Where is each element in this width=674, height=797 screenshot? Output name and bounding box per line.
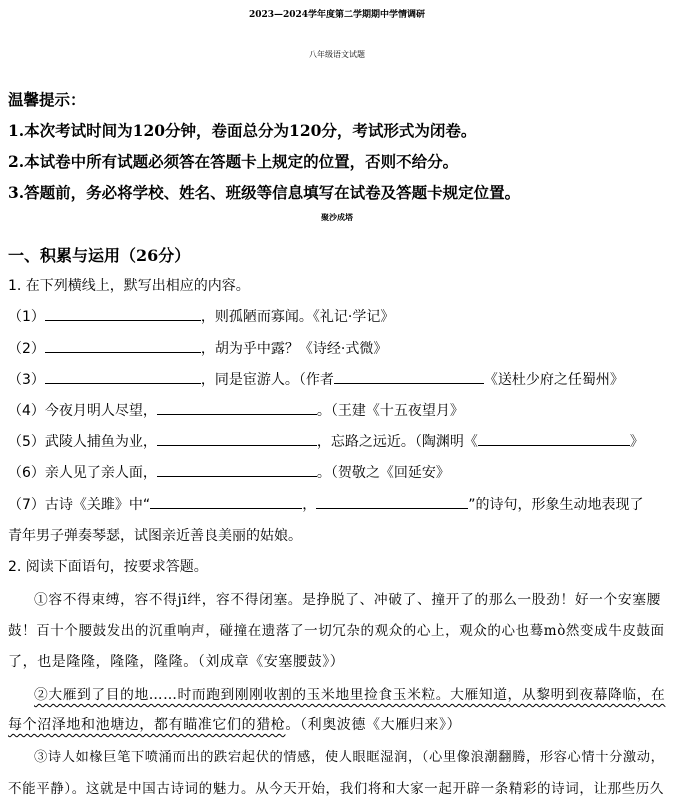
passage-2-line-1: ②大雁到了目的地……时而跑到刚刚收割的玉米地里捡食玉米粒。大雁知道，从黎明到夜幕降临，在 [34, 687, 666, 703]
answer-blank[interactable] [157, 431, 317, 446]
item-number: （5） [8, 434, 45, 450]
item-number: （3） [8, 372, 45, 388]
notice-heading: 温馨提示： [8, 90, 86, 109]
item-text: ， [302, 497, 317, 513]
passage-1-line-2: 鼓！百十个腰鼓发出的沉重响声，碰撞在遗落了一切冗杂的观众的心上，观众的心也蓦mò然变成牛皮鼓面 [8, 623, 665, 639]
passage-1-line-3: 了，也是隆隆，隆隆，隆隆。（刘成章《安塞腰鼓》） [8, 654, 345, 670]
notice-item-2: 2.本试卷中所有试题必须答在答题卡上规定的位置，否则不给分。 [8, 152, 459, 171]
item-number: （2） [8, 341, 45, 357]
passage-3-line-2 [8, 777, 664, 797]
q1-item-3 [8, 369, 624, 389]
item-text: 亲人见了亲人面， [44, 465, 157, 481]
notice-item-3: 3.答题前，务必将学校、姓名、班级等信息填写在试卷及答题卡规定位置。 [8, 183, 521, 202]
answer-blank[interactable] [157, 462, 317, 477]
q1-item-4 [8, 400, 464, 420]
q1-item-1 [8, 306, 394, 326]
exam-title: 2023—2024学年度第二学期期中学情调研 [248, 10, 426, 20]
q1-item-5 [8, 431, 644, 451]
q1-item-6 [8, 462, 450, 482]
item-text: 古诗《关雎》中“ [44, 497, 151, 513]
item-text: ，同是宦游人。（作者 [200, 372, 334, 388]
question-2-prompt: 2. 阅读下面语句，按要求答题。 [8, 559, 208, 575]
q1-item-7 [8, 494, 643, 514]
answer-blank[interactable] [316, 494, 468, 509]
item-number: （7） [8, 497, 45, 513]
item-number: （4） [8, 403, 45, 419]
item-text: ，忘路之远近。（陶渊明《 [316, 434, 478, 450]
passage-text: 不能平静）。这就是中国古诗词的魅力。 [8, 781, 256, 797]
question-1-prompt: 1. 在下列横线上，默写出相应的内容。 [8, 278, 250, 294]
wavy-underlined-text: 每个沼泽地和池塘边，都有瞄准它们的猎枪 [8, 717, 286, 733]
passage-1-line-1: ①容不得束缚，容不得jī绊，容不得闭塞。是挣脱了、冲破了、撞开了的那么一股劲！好一个安塞腰 [34, 592, 661, 608]
item-text: 今夜月明人尽望， [44, 403, 157, 419]
q1-item-2 [8, 338, 387, 358]
q1-item-7-continued: 青年男子弹奏琴瑟，试图亲近善良美丽的姑娘。 [8, 528, 302, 544]
answer-blank[interactable] [157, 400, 317, 415]
item-text: 武陵人捕鱼为业， [44, 434, 157, 450]
item-number: （6） [8, 465, 45, 481]
item-text: 《送杜少府之任蜀州》 [483, 372, 624, 388]
passage-3-line-1: ③诗人如椽巨笔下喷涌而出的跌宕起伏的情感，使人眼眶湿润，（心里像浪潮翻腾，形容心情十分激动， [34, 750, 665, 765]
answer-blank[interactable] [150, 494, 302, 509]
exam-subtitle: 八年级语文试题 [309, 50, 365, 59]
item-text: ，胡为乎中露？《诗经·式微》 [200, 341, 388, 357]
item-number: （1） [8, 309, 45, 325]
answer-blank[interactable] [45, 369, 201, 384]
answer-blank[interactable] [45, 338, 201, 353]
passage-2-line-2 [8, 714, 461, 734]
section-banner: 聚沙成塔 [321, 212, 353, 222]
answer-blank[interactable] [334, 369, 484, 384]
item-text: 。（贺敬之《回延安》 [316, 465, 450, 481]
item-text: ”的诗句，形象生动地表现了 [468, 497, 644, 513]
answer-blank[interactable] [478, 431, 630, 446]
notice-item-1: 1.本次考试时间为120分钟，卷面总分为120分，考试形式为闭卷。 [8, 121, 477, 140]
citation: 。（利奥波德《大雁归来》） [285, 717, 462, 733]
item-text: 。（王建《十五夜望月》 [316, 403, 464, 419]
item-text: ，则孤陋而寡闻。《礼记·学记》 [200, 309, 395, 325]
item-text: 》 [629, 434, 644, 450]
answer-blank[interactable] [45, 306, 201, 321]
underlined-sentence: 从今天开始，我们将和大家一起开辟一条精彩的诗词 [255, 781, 580, 797]
section-1-title: 一、积累与运用（26分） [8, 246, 191, 265]
passage-text: ，让那些历久 [579, 781, 664, 797]
